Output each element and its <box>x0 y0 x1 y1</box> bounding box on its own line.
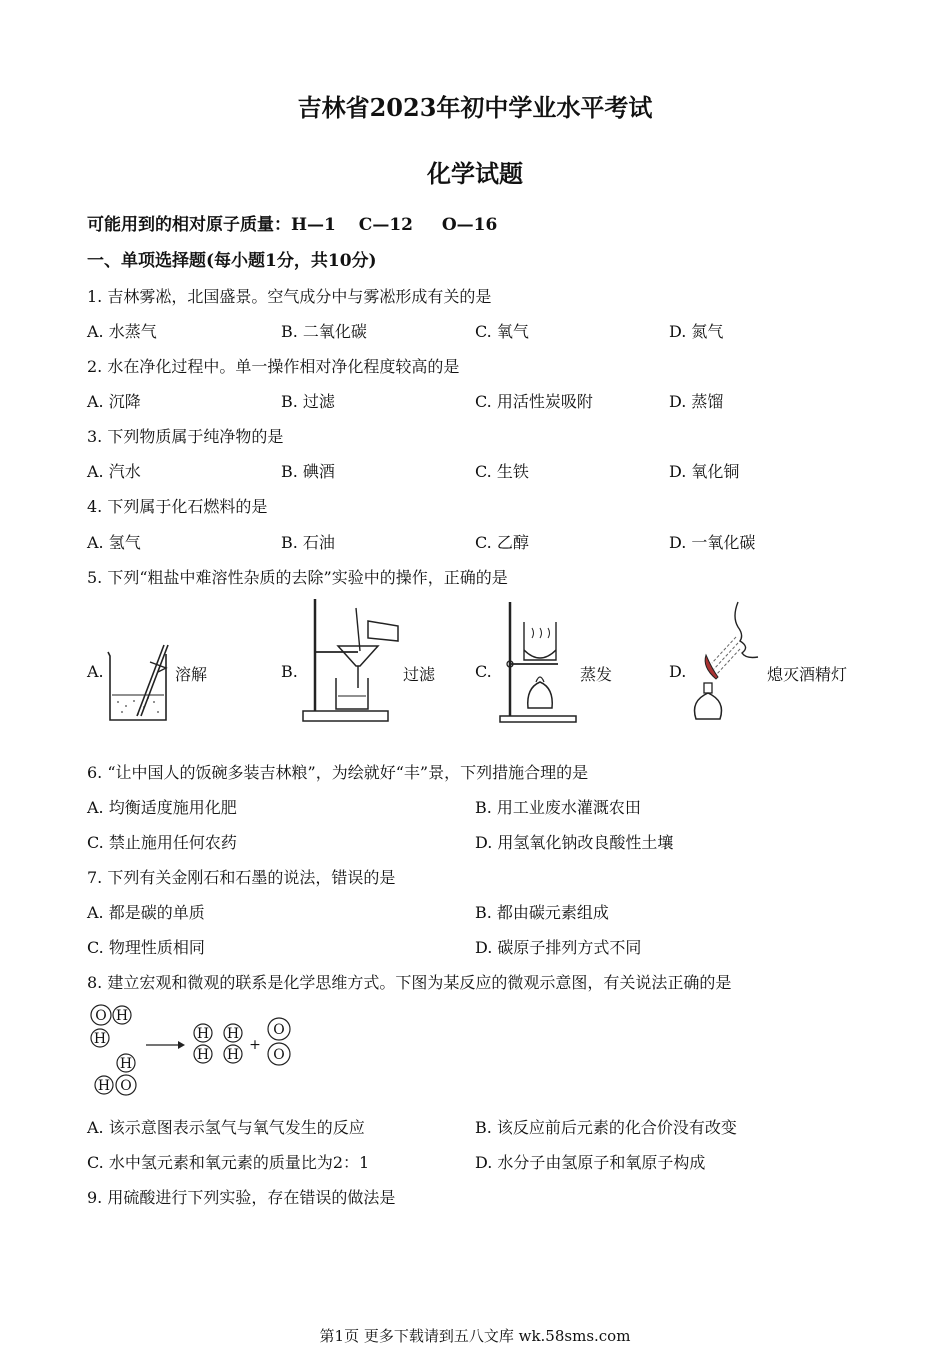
plus-sign: + <box>249 1037 261 1053</box>
q5-option-d: D. <box>669 662 687 681</box>
q5-option-a-label: 溶解 <box>175 665 208 684</box>
atom-label-o: O <box>273 1022 285 1038</box>
q2-option-d: D. 蒸馏 <box>669 392 724 411</box>
q4-option-d: D. 一氧化碳 <box>669 533 756 552</box>
q4-option-c: C. 乙醇 <box>475 533 529 552</box>
q4-option-b: B. 石油 <box>281 533 335 552</box>
blowing-alcohol-lamp-figure <box>688 597 768 725</box>
q3-option-d: D. 氧化铜 <box>669 462 740 481</box>
q5-option-b: B. <box>281 662 298 681</box>
atom-label-h: H <box>196 1026 210 1042</box>
q8-option-d: D. 水分子由氢原子和氧原子构成 <box>475 1153 706 1172</box>
q5-option-a: A. <box>87 662 104 681</box>
exam-title: 吉林省2023年初中学业水平考试 <box>297 93 653 122</box>
q6-option-b: B. 用工业废水灌溉农田 <box>475 798 641 817</box>
q8-option-c: C. 水中氢元素和氧元素的质量比为2：1 <box>87 1153 370 1172</box>
atom-label-h: H <box>93 1031 107 1047</box>
q2-option-a: A. 沉降 <box>87 392 141 411</box>
q5-option-b-label: 过滤 <box>403 665 436 684</box>
reaction-micro-diagram <box>86 1002 301 1102</box>
q7-option-d: D. 碳原子排列方式不同 <box>475 938 642 957</box>
dissolving-beaker-figure <box>100 640 175 725</box>
q1-option-d: D. 氮气 <box>669 322 724 341</box>
exam-subtitle: 化学试题 <box>427 159 523 188</box>
question-8-stem: 8. 建立宏观和微观的联系是化学思维方式。下图为某反应的微观示意图，有关说法正确的是 <box>87 973 732 992</box>
atom-label-h: H <box>196 1047 210 1063</box>
filtration-apparatus-figure <box>298 596 408 726</box>
q7-option-c: C. 物理性质相同 <box>87 938 205 957</box>
atom-label-o: O <box>120 1078 132 1094</box>
question-4-stem: 4. 下列属于化石燃料的是 <box>87 497 268 516</box>
q2-option-c: C. 用活性炭吸附 <box>475 392 593 411</box>
q8-option-b: B. 该反应前后元素的化合价没有改变 <box>475 1118 737 1137</box>
atom-label-h: H <box>226 1026 240 1042</box>
atom-label-h: H <box>97 1078 111 1094</box>
atom-label-h: H <box>119 1056 133 1072</box>
question-6-stem: 6. “让中国人的饭碗多装吉林粮”，为绘就好“丰”景，下列措施合理的是 <box>87 763 589 782</box>
evaporation-apparatus-figure <box>498 600 583 725</box>
q6-option-d: D. 用氢氧化钠改良酸性土壤 <box>475 833 674 852</box>
atom-label-o: O <box>95 1008 107 1024</box>
q8-option-a: A. 该示意图表示氢气与氧气发生的反应 <box>87 1118 365 1137</box>
q3-option-c: C. 生铁 <box>475 462 529 481</box>
question-9-stem: 9. 用硫酸进行下列实验，存在错误的做法是 <box>87 1188 396 1207</box>
q7-option-a: A. 都是碳的单质 <box>87 903 205 922</box>
q2-option-b: B. 过滤 <box>281 392 335 411</box>
atom-label-h: H <box>226 1047 240 1063</box>
question-1-stem: 1. 吉林雾凇，北国盛景。空气成分中与雾凇形成有关的是 <box>87 287 492 306</box>
section-heading: 一、单项选择题(每小题1分，共10分) <box>87 251 377 271</box>
q5-option-c-label: 蒸发 <box>580 665 613 684</box>
atomic-masses: 可能用到的相对原子质量：H—1 C—12 O—16 <box>87 215 498 235</box>
q1-option-c: C. 氧气 <box>475 322 529 341</box>
atom-label-h: H <box>115 1008 129 1024</box>
q4-option-a: A. 氢气 <box>87 533 141 552</box>
arrow-head-icon <box>178 1041 185 1049</box>
page-footer: 第1页 更多下载请到五八文库 wk.58sms.com <box>319 1327 631 1345</box>
q7-option-b: B. 都由碳元素组成 <box>475 903 609 922</box>
q3-option-a: A. 汽水 <box>87 462 141 481</box>
q6-option-a: A. 均衡适度施用化肥 <box>87 798 237 817</box>
q5-option-d-label: 熄灭酒精灯 <box>767 665 848 684</box>
q1-option-b: B. 二氧化碳 <box>281 322 367 341</box>
q6-option-c: C. 禁止施用任何农药 <box>87 833 237 852</box>
question-5-stem: 5. 下列“粗盐中难溶性杂质的去除”实验中的操作，正确的是 <box>87 568 508 587</box>
q5-option-c: C. <box>475 662 492 681</box>
q1-option-a: A. 水蒸气 <box>87 322 157 341</box>
question-2-stem: 2. 水在净化过程中。单一操作相对净化程度较高的是 <box>87 357 460 376</box>
question-3-stem: 3. 下列物质属于纯净物的是 <box>87 427 284 446</box>
question-7-stem: 7. 下列有关金刚石和石墨的说法，错误的是 <box>87 868 396 887</box>
atom-label-o: O <box>273 1047 285 1063</box>
q3-option-b: B. 碘酒 <box>281 462 335 481</box>
